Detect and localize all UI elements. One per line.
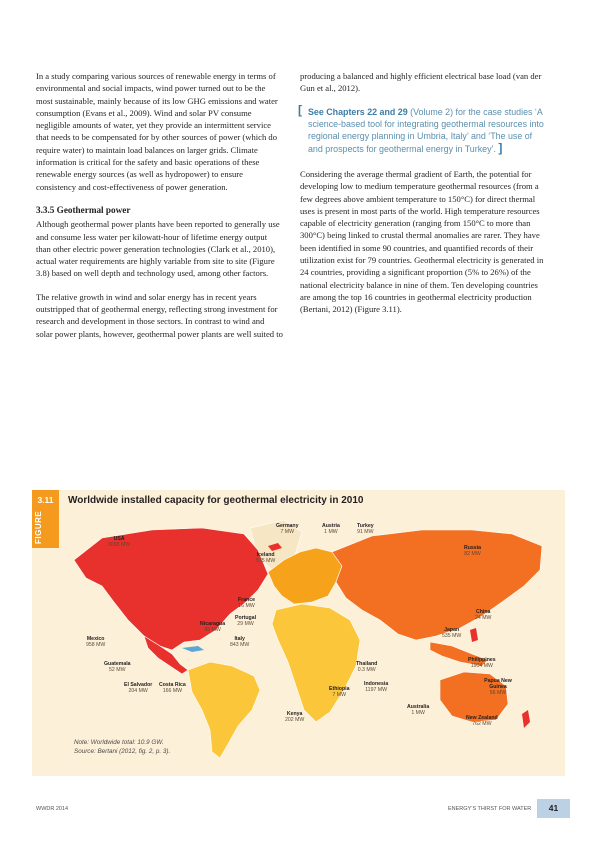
footer-report-name: WWDR 2014 [36, 806, 69, 812]
map-label-france: France 16 MW [238, 597, 256, 609]
map-region-north-america [74, 528, 268, 650]
map-label-iceland: Iceland 575 MW [256, 552, 276, 564]
paragraph: In a study comparing various sources of renewable energy in terms of environmental and social impacts, wind power turned out to be the most sustainable, mainly because of its low GHG emissions and water consumption (Evans et al., 2009). Wind and solar PV consume negligible amounts of water, yet they provide an intermittent service that needs to be compensated for by other sources of power (which do require water) to maintain load balances on larger grids. Climate information is critical for the safety and basic operations of these renewable energy sources (as well as hydropower) to ensure consistency and cost-effectiveness of power generation. [36, 71, 278, 192]
map-label-portugal: Portugal 29 MW [235, 615, 257, 627]
map-region-philippines [470, 628, 478, 642]
world-map [32, 490, 565, 776]
map-label-russia: Russia 82 MW [464, 545, 482, 557]
map-label-thailand: Thailand 0.3 MW [356, 661, 378, 673]
paragraph: Although geothermal power plants have been reported to generally use and consume less water per kilowatt-hour of lifetime energy output than other electric power generation technologies (Clark et al., 2010), actual water requirements are highly variable from site to site (Figure 3.8) based on well depth and technology used, among other factors. [36, 219, 280, 279]
map-label-japan: Japan 535 MW [442, 627, 462, 639]
map-label-germany: Germany 7 MW [276, 523, 299, 535]
figure-3-11 [32, 490, 565, 776]
map-region-asia [332, 530, 542, 640]
map-label-nicaragua: Nicaragua 88 MW [200, 621, 226, 633]
map-region-south-america [188, 662, 260, 758]
figure-note-total: Note: Worldwide total: 10.9 GW. [74, 739, 164, 746]
map-region-caribbean [182, 646, 204, 652]
map-label-turkey: Turkey 91 MW [357, 523, 374, 535]
map-region-new-zealand [522, 710, 530, 728]
map-label-guatemala: Guatemala 52 MW [104, 661, 131, 673]
open-bracket-icon: [ [298, 102, 302, 117]
footer-chapter-title: ENERGY’S THIRST FOR WATER [448, 806, 532, 812]
map-label-australia: Australia 1 MW [407, 704, 430, 716]
map-label-el-salvador: El Salvador 204 MW [124, 682, 153, 694]
close-bracket-icon: ] [498, 140, 503, 155]
paragraph: producing a balanced and highly efficient electrical base load (van der Gun et al., 2012). [300, 71, 542, 94]
map-label-china: China 24 MW [475, 609, 492, 621]
page-number: 41 [537, 799, 570, 818]
map-label-costa-rica: Costa Rica 166 MW [159, 682, 186, 694]
paragraph: Considering the average thermal gradient of Earth, the potential for developing low to medium temperature geothermal resources (from a few degrees above ambient temperature to 150°C) for direct thermal uses is present in most parts of the world. High temperature resources capable of electricity generation (ranging from 150°C to more than 300°C) being linked to crustal thermal anomalies are rarer. They have been identified in some 90 countries, and quantified records of their utilization exist for 79 countries. Geothermal electricity is generated in 24 countries, providing a significant proportion (5% to 26%) of the national electricity balance in nine of them. Ten developing countries are among the top 16 countries in geothermal electricity production (Bertani, 2012) (Figure 3.11). [300, 168, 544, 315]
right-column [300, 70, 547, 327]
map-label-usa: USA 3098 MW [108, 536, 131, 548]
figure-source: Source: Bertani (2012, fig. 2, p. 3). [74, 748, 171, 755]
section-heading: 3.3.5 Geothermal power [36, 204, 131, 215]
map-label-philippines: Philippines 1904 MW [468, 657, 496, 669]
callout-text: (Volume 2) for the case studies ‘A science-based tool for integrating geothermal resources into regional energy planning in Umbria, Italy’ and ‘The use of and prospects for geothermal energy in Turkey’. [308, 106, 544, 154]
callout-link[interactable]: See Chapters 22 and 29 [308, 106, 408, 117]
map-label-ethiopia: Ethiopia 7 MW [329, 686, 350, 698]
map-label-indonesia: Indonesia 1197 MW [364, 681, 389, 693]
left-column [36, 70, 283, 351]
map-label-kenya: Kenya 202 MW [285, 711, 305, 723]
map-label-austria: Austria 1 MW [322, 523, 340, 535]
map-label-italy: Italy 843 MW [230, 636, 250, 648]
figure-note [74, 738, 170, 756]
map-label-mexico: Mexico 958 MW [86, 636, 106, 648]
paragraph: The relative growth in wind and solar energy has in recent years outstripped that of geothermal energy, reflecting strong investment for research and development in those sectors. In contrast to wind and solar power plants, however, geothermal power plants are well suited to [36, 291, 283, 339]
figure-tag [32, 490, 59, 548]
cross-reference-callout [298, 102, 547, 155]
map-region-africa [272, 604, 360, 722]
figure-title: Worldwide installed capacity for geothermal electricity in 2010 [68, 495, 364, 506]
map-label-papua-new-guinea: Papua New Guinea 56 MW [484, 678, 512, 696]
figure-number: 3.11 [37, 495, 54, 505]
map-label-new-zealand: New Zealand 762 MW [466, 715, 498, 727]
figure-label: FIGURE [34, 510, 43, 544]
